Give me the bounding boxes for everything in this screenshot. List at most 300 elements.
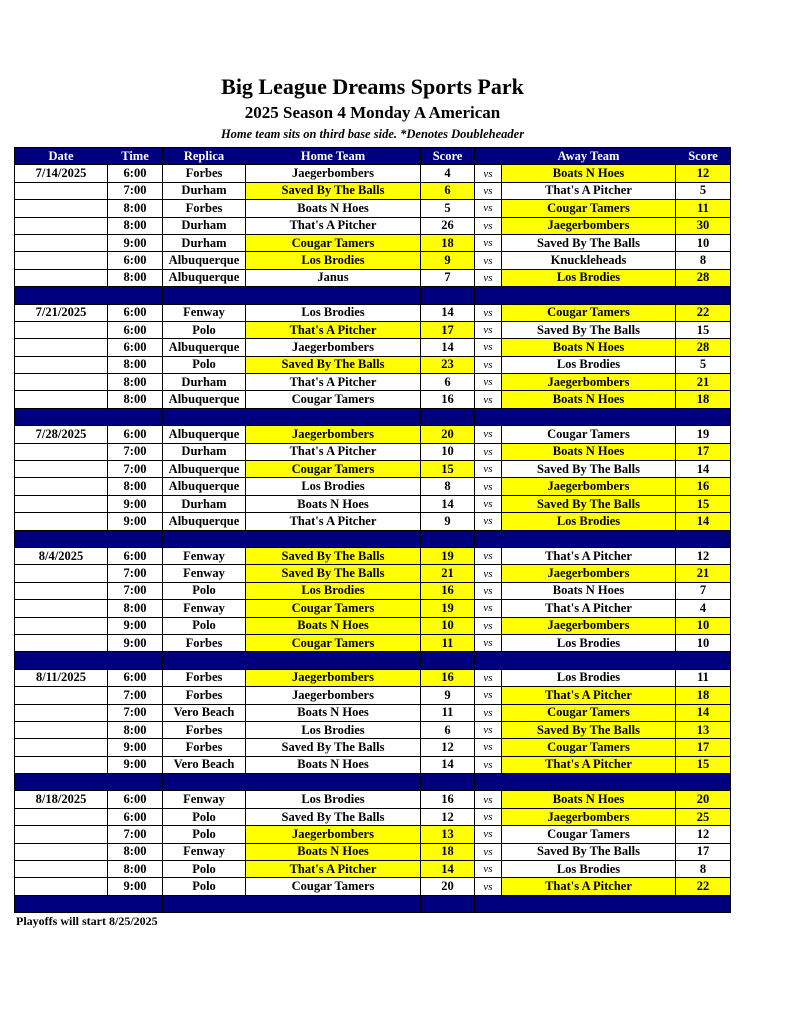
home-team-cell: Cougar Tamers: [246, 634, 421, 651]
replica-cell: Durham: [163, 374, 246, 391]
home-score-cell: 21: [421, 565, 475, 582]
away-score-cell: 14: [676, 461, 731, 478]
away-team-cell: Jaegerbombers: [502, 617, 676, 634]
away-team-cell: Cougar Tamers: [502, 426, 676, 443]
replica-cell: Forbes: [163, 739, 246, 756]
time-cell: 9:00: [108, 495, 163, 512]
date-cell: [15, 704, 108, 721]
time-cell: 7:00: [108, 582, 163, 599]
time-cell: 8:00: [108, 217, 163, 234]
date-cell: [15, 739, 108, 756]
date-cell: [15, 808, 108, 825]
game-row: [15, 234, 731, 251]
time-cell: 6:00: [108, 252, 163, 269]
game-row: [15, 756, 731, 773]
game-row: [15, 495, 731, 512]
time-cell: 7:00: [108, 443, 163, 460]
home-team-cell: Saved By The Balls: [246, 547, 421, 564]
replica-cell: Fenway: [163, 565, 246, 582]
replica-cell: Durham: [163, 495, 246, 512]
replica-cell: Polo: [163, 321, 246, 338]
home-score-cell: 16: [421, 669, 475, 686]
home-score-cell: 17: [421, 321, 475, 338]
home-score-cell: 20: [421, 426, 475, 443]
separator-cell: [163, 408, 246, 425]
separator-cell: [502, 652, 676, 669]
date-cell: [15, 721, 108, 738]
separator-cell: [15, 530, 108, 547]
away-score-cell: 11: [676, 669, 731, 686]
away-team-cell: Los Brodies: [502, 513, 676, 530]
home-score-cell: 12: [421, 739, 475, 756]
replica-cell: Polo: [163, 808, 246, 825]
game-row: [15, 843, 731, 860]
replica-cell: Polo: [163, 356, 246, 373]
vs-cell: vs: [475, 843, 502, 860]
time-cell: 8:00: [108, 200, 163, 217]
week-separator: [15, 652, 731, 669]
vs-cell: vs: [475, 739, 502, 756]
replica-cell: Albuquerque: [163, 513, 246, 530]
home-team-cell: Saved By The Balls: [246, 565, 421, 582]
time-cell: 8:00: [108, 721, 163, 738]
home-score-cell: 11: [421, 704, 475, 721]
home-team-cell: Saved By The Balls: [246, 808, 421, 825]
replica-cell: Albuquerque: [163, 426, 246, 443]
time-cell: 7:00: [108, 704, 163, 721]
vs-cell: vs: [475, 704, 502, 721]
date-cell: [15, 617, 108, 634]
home-team-cell: Los Brodies: [246, 304, 421, 321]
away-team-cell: Los Brodies: [502, 634, 676, 651]
home-team-cell: Jaegerbombers: [246, 165, 421, 182]
page-title: Big League Dreams Sports Park: [221, 74, 524, 99]
away-score-cell: 18: [676, 687, 731, 704]
vs-cell: vs: [475, 808, 502, 825]
separator-cell: [475, 652, 502, 669]
away-team-cell: Cougar Tamers: [502, 200, 676, 217]
home-score-cell: 19: [421, 600, 475, 617]
separator-cell: [108, 652, 163, 669]
time-cell: 8:00: [108, 843, 163, 860]
time-cell: 6:00: [108, 791, 163, 808]
away-score-cell: 12: [676, 826, 731, 843]
home-team-cell: Saved By The Balls: [246, 356, 421, 373]
date-cell: [15, 495, 108, 512]
vs-cell: vs: [475, 721, 502, 738]
replica-cell: Fenway: [163, 791, 246, 808]
replica-cell: Polo: [163, 617, 246, 634]
separator-cell: [676, 774, 731, 791]
away-team-cell: Cougar Tamers: [502, 704, 676, 721]
date-cell: [15, 861, 108, 878]
home-team-cell: Saved By The Balls: [246, 182, 421, 199]
home-score-cell: 20: [421, 878, 475, 895]
game-row: [15, 165, 731, 182]
home-team-cell: Los Brodies: [246, 478, 421, 495]
away-score-cell: 8: [676, 252, 731, 269]
separator-cell: [246, 287, 421, 304]
date-cell: [15, 200, 108, 217]
away-team-cell: Boats N Hoes: [502, 165, 676, 182]
replica-cell: Forbes: [163, 200, 246, 217]
vs-cell: vs: [475, 374, 502, 391]
home-score-cell: 14: [421, 339, 475, 356]
replica-cell: Durham: [163, 443, 246, 460]
home-score-cell: 18: [421, 843, 475, 860]
vs-cell: vs: [475, 826, 502, 843]
time-cell: 7:00: [108, 182, 163, 199]
away-score-cell: 21: [676, 565, 731, 582]
replica-cell: Forbes: [163, 669, 246, 686]
page-subtitle: 2025 Season 4 Monday A American: [244, 103, 501, 122]
replica-cell: Forbes: [163, 687, 246, 704]
separator-cell: [108, 895, 163, 912]
away-team-cell: Boats N Hoes: [502, 582, 676, 599]
away-team-cell: Saved By The Balls: [502, 843, 676, 860]
separator-cell: [421, 287, 475, 304]
home-score-cell: 14: [421, 861, 475, 878]
home-score-cell: 6: [421, 182, 475, 199]
date-cell: [15, 391, 108, 408]
home-team-cell: Cougar Tamers: [246, 461, 421, 478]
away-team-cell: That's A Pitcher: [502, 182, 676, 199]
week-separator: [15, 774, 731, 791]
home-team-cell: Los Brodies: [246, 252, 421, 269]
time-cell: 7:00: [108, 826, 163, 843]
separator-cell: [676, 895, 731, 912]
col-date: Date: [15, 148, 108, 165]
vs-cell: vs: [475, 478, 502, 495]
home-team-cell: Jaegerbombers: [246, 826, 421, 843]
replica-cell: Polo: [163, 582, 246, 599]
away-score-cell: 4: [676, 600, 731, 617]
game-row: [15, 443, 731, 460]
time-cell: 6:00: [108, 321, 163, 338]
vs-cell: vs: [475, 495, 502, 512]
game-row: [15, 582, 731, 599]
away-score-cell: 17: [676, 443, 731, 460]
home-score-cell: 16: [421, 582, 475, 599]
away-team-cell: Jaegerbombers: [502, 478, 676, 495]
home-score-cell: 19: [421, 547, 475, 564]
home-score-cell: 14: [421, 304, 475, 321]
game-row: [15, 600, 731, 617]
away-score-cell: 11: [676, 200, 731, 217]
separator-cell: [108, 408, 163, 425]
home-team-cell: Boats N Hoes: [246, 617, 421, 634]
home-team-cell: Boats N Hoes: [246, 756, 421, 773]
col-home-team: Home Team: [246, 148, 421, 165]
home-team-cell: Los Brodies: [246, 582, 421, 599]
home-score-cell: 9: [421, 252, 475, 269]
separator-cell: [502, 774, 676, 791]
time-cell: 9:00: [108, 878, 163, 895]
away-team-cell: That's A Pitcher: [502, 547, 676, 564]
home-score-cell: 14: [421, 495, 475, 512]
away-team-cell: Los Brodies: [502, 861, 676, 878]
game-row: [15, 339, 731, 356]
replica-cell: Forbes: [163, 165, 246, 182]
game-row: [15, 565, 731, 582]
away-score-cell: 12: [676, 547, 731, 564]
vs-cell: vs: [475, 513, 502, 530]
vs-cell: vs: [475, 426, 502, 443]
game-row: [15, 739, 731, 756]
vs-cell: vs: [475, 182, 502, 199]
date-cell: [15, 513, 108, 530]
separator-cell: [475, 408, 502, 425]
game-row: [15, 217, 731, 234]
time-cell: 6:00: [108, 669, 163, 686]
separator-cell: [108, 774, 163, 791]
away-score-cell: 14: [676, 513, 731, 530]
date-cell: 7/28/2025: [15, 426, 108, 443]
footer-note: Playoffs will start 8/25/2025: [16, 914, 158, 928]
vs-cell: vs: [475, 269, 502, 286]
time-cell: 8:00: [108, 269, 163, 286]
page-note: Home team sits on third base side. *Denotes Doubleheader: [220, 127, 525, 141]
away-team-cell: Cougar Tamers: [502, 826, 676, 843]
date-cell: [15, 826, 108, 843]
separator-cell: [475, 774, 502, 791]
game-row: [15, 252, 731, 269]
away-score-cell: 13: [676, 721, 731, 738]
time-cell: 6:00: [108, 165, 163, 182]
date-cell: [15, 687, 108, 704]
replica-cell: Forbes: [163, 721, 246, 738]
game-row: [15, 304, 731, 321]
time-cell: 7:00: [108, 461, 163, 478]
away-score-cell: 10: [676, 234, 731, 251]
replica-cell: Durham: [163, 234, 246, 251]
vs-cell: vs: [475, 200, 502, 217]
week-separator: [15, 530, 731, 547]
away-score-cell: 14: [676, 704, 731, 721]
time-cell: 8:00: [108, 374, 163, 391]
game-row: [15, 269, 731, 286]
away-score-cell: 17: [676, 843, 731, 860]
date-cell: 7/21/2025: [15, 304, 108, 321]
replica-cell: Polo: [163, 861, 246, 878]
date-cell: [15, 634, 108, 651]
away-team-cell: Saved By The Balls: [502, 321, 676, 338]
home-team-cell: Cougar Tamers: [246, 234, 421, 251]
game-row: [15, 669, 731, 686]
home-team-cell: Saved By The Balls: [246, 739, 421, 756]
separator-cell: [108, 287, 163, 304]
away-team-cell: Saved By The Balls: [502, 234, 676, 251]
time-cell: 9:00: [108, 617, 163, 634]
time-cell: 9:00: [108, 739, 163, 756]
date-cell: [15, 565, 108, 582]
vs-cell: vs: [475, 861, 502, 878]
away-score-cell: 15: [676, 495, 731, 512]
game-row: [15, 200, 731, 217]
home-score-cell: 8: [421, 478, 475, 495]
week-separator: [15, 895, 731, 912]
home-score-cell: 26: [421, 217, 475, 234]
home-score-cell: 14: [421, 756, 475, 773]
away-score-cell: 22: [676, 878, 731, 895]
home-score-cell: 23: [421, 356, 475, 373]
time-cell: 9:00: [108, 756, 163, 773]
replica-cell: Albuquerque: [163, 391, 246, 408]
vs-cell: vs: [475, 461, 502, 478]
home-team-cell: Cougar Tamers: [246, 600, 421, 617]
replica-cell: Vero Beach: [163, 704, 246, 721]
home-score-cell: 9: [421, 513, 475, 530]
home-team-cell: Cougar Tamers: [246, 391, 421, 408]
away-score-cell: 30: [676, 217, 731, 234]
home-team-cell: Jaegerbombers: [246, 426, 421, 443]
replica-cell: Forbes: [163, 634, 246, 651]
replica-cell: Albuquerque: [163, 252, 246, 269]
separator-cell: [502, 530, 676, 547]
home-team-cell: That's A Pitcher: [246, 443, 421, 460]
home-score-cell: 4: [421, 165, 475, 182]
separator-cell: [163, 774, 246, 791]
vs-cell: vs: [475, 634, 502, 651]
time-cell: 9:00: [108, 634, 163, 651]
home-score-cell: 10: [421, 617, 475, 634]
time-cell: 8:00: [108, 861, 163, 878]
separator-cell: [475, 895, 502, 912]
separator-cell: [475, 287, 502, 304]
away-team-cell: Cougar Tamers: [502, 304, 676, 321]
vs-cell: vs: [475, 687, 502, 704]
home-team-cell: Jaegerbombers: [246, 669, 421, 686]
vs-cell: vs: [475, 391, 502, 408]
home-score-cell: 6: [421, 374, 475, 391]
away-score-cell: 7: [676, 582, 731, 599]
game-row: [15, 791, 731, 808]
time-cell: 6:00: [108, 304, 163, 321]
date-cell: [15, 339, 108, 356]
home-score-cell: 10: [421, 443, 475, 460]
home-team-cell: Boats N Hoes: [246, 200, 421, 217]
away-score-cell: 15: [676, 756, 731, 773]
date-cell: [15, 478, 108, 495]
col-away-score: Score: [676, 148, 731, 165]
separator-cell: [421, 652, 475, 669]
away-team-cell: Boats N Hoes: [502, 339, 676, 356]
home-team-cell: That's A Pitcher: [246, 374, 421, 391]
separator-cell: [15, 895, 108, 912]
away-team-cell: Los Brodies: [502, 356, 676, 373]
away-score-cell: 17: [676, 739, 731, 756]
date-cell: [15, 217, 108, 234]
date-cell: [15, 321, 108, 338]
game-row: [15, 687, 731, 704]
header-row: [15, 148, 731, 165]
separator-cell: [15, 652, 108, 669]
vs-cell: vs: [475, 234, 502, 251]
home-team-cell: That's A Pitcher: [246, 513, 421, 530]
replica-cell: Albuquerque: [163, 478, 246, 495]
home-score-cell: 9: [421, 687, 475, 704]
time-cell: 8:00: [108, 391, 163, 408]
away-team-cell: Jaegerbombers: [502, 808, 676, 825]
separator-cell: [421, 774, 475, 791]
vs-cell: vs: [475, 321, 502, 338]
game-row: [15, 321, 731, 338]
home-score-cell: 7: [421, 269, 475, 286]
away-team-cell: Knuckleheads: [502, 252, 676, 269]
vs-cell: vs: [475, 165, 502, 182]
away-score-cell: 21: [676, 374, 731, 391]
separator-cell: [246, 408, 421, 425]
home-score-cell: 11: [421, 634, 475, 651]
vs-cell: vs: [475, 791, 502, 808]
away-score-cell: 22: [676, 304, 731, 321]
time-cell: 6:00: [108, 547, 163, 564]
away-team-cell: Jaegerbombers: [502, 217, 676, 234]
home-score-cell: 15: [421, 461, 475, 478]
home-score-cell: 16: [421, 791, 475, 808]
date-cell: 8/11/2025: [15, 669, 108, 686]
separator-cell: [502, 895, 676, 912]
date-cell: 8/4/2025: [15, 547, 108, 564]
vs-cell: vs: [475, 669, 502, 686]
separator-cell: [163, 287, 246, 304]
game-row: [15, 461, 731, 478]
vs-cell: vs: [475, 565, 502, 582]
date-cell: [15, 582, 108, 599]
game-row: [15, 547, 731, 564]
separator-cell: [421, 530, 475, 547]
vs-cell: vs: [475, 756, 502, 773]
home-team-cell: Jaegerbombers: [246, 339, 421, 356]
replica-cell: Fenway: [163, 600, 246, 617]
separator-cell: [15, 774, 108, 791]
away-score-cell: 18: [676, 391, 731, 408]
date-cell: [15, 600, 108, 617]
separator-cell: [246, 652, 421, 669]
home-team-cell: Los Brodies: [246, 791, 421, 808]
game-row: [15, 878, 731, 895]
home-team-cell: Boats N Hoes: [246, 843, 421, 860]
away-team-cell: Boats N Hoes: [502, 443, 676, 460]
away-score-cell: 28: [676, 269, 731, 286]
away-score-cell: 19: [676, 426, 731, 443]
home-score-cell: 5: [421, 200, 475, 217]
away-team-cell: Los Brodies: [502, 669, 676, 686]
separator-cell: [108, 530, 163, 547]
game-row: [15, 617, 731, 634]
away-score-cell: 25: [676, 808, 731, 825]
vs-cell: vs: [475, 878, 502, 895]
home-score-cell: 16: [421, 391, 475, 408]
home-team-cell: Boats N Hoes: [246, 495, 421, 512]
date-cell: [15, 756, 108, 773]
time-cell: 8:00: [108, 600, 163, 617]
schedule-table: [14, 147, 731, 913]
separator-cell: [676, 408, 731, 425]
home-score-cell: 6: [421, 721, 475, 738]
separator-cell: [421, 408, 475, 425]
replica-cell: Albuquerque: [163, 339, 246, 356]
away-team-cell: Jaegerbombers: [502, 374, 676, 391]
date-cell: [15, 843, 108, 860]
vs-cell: vs: [475, 443, 502, 460]
away-score-cell: 8: [676, 861, 731, 878]
home-team-cell: That's A Pitcher: [246, 321, 421, 338]
replica-cell: Fenway: [163, 547, 246, 564]
away-team-cell: Cougar Tamers: [502, 739, 676, 756]
separator-cell: [246, 895, 421, 912]
home-team-cell: Los Brodies: [246, 721, 421, 738]
